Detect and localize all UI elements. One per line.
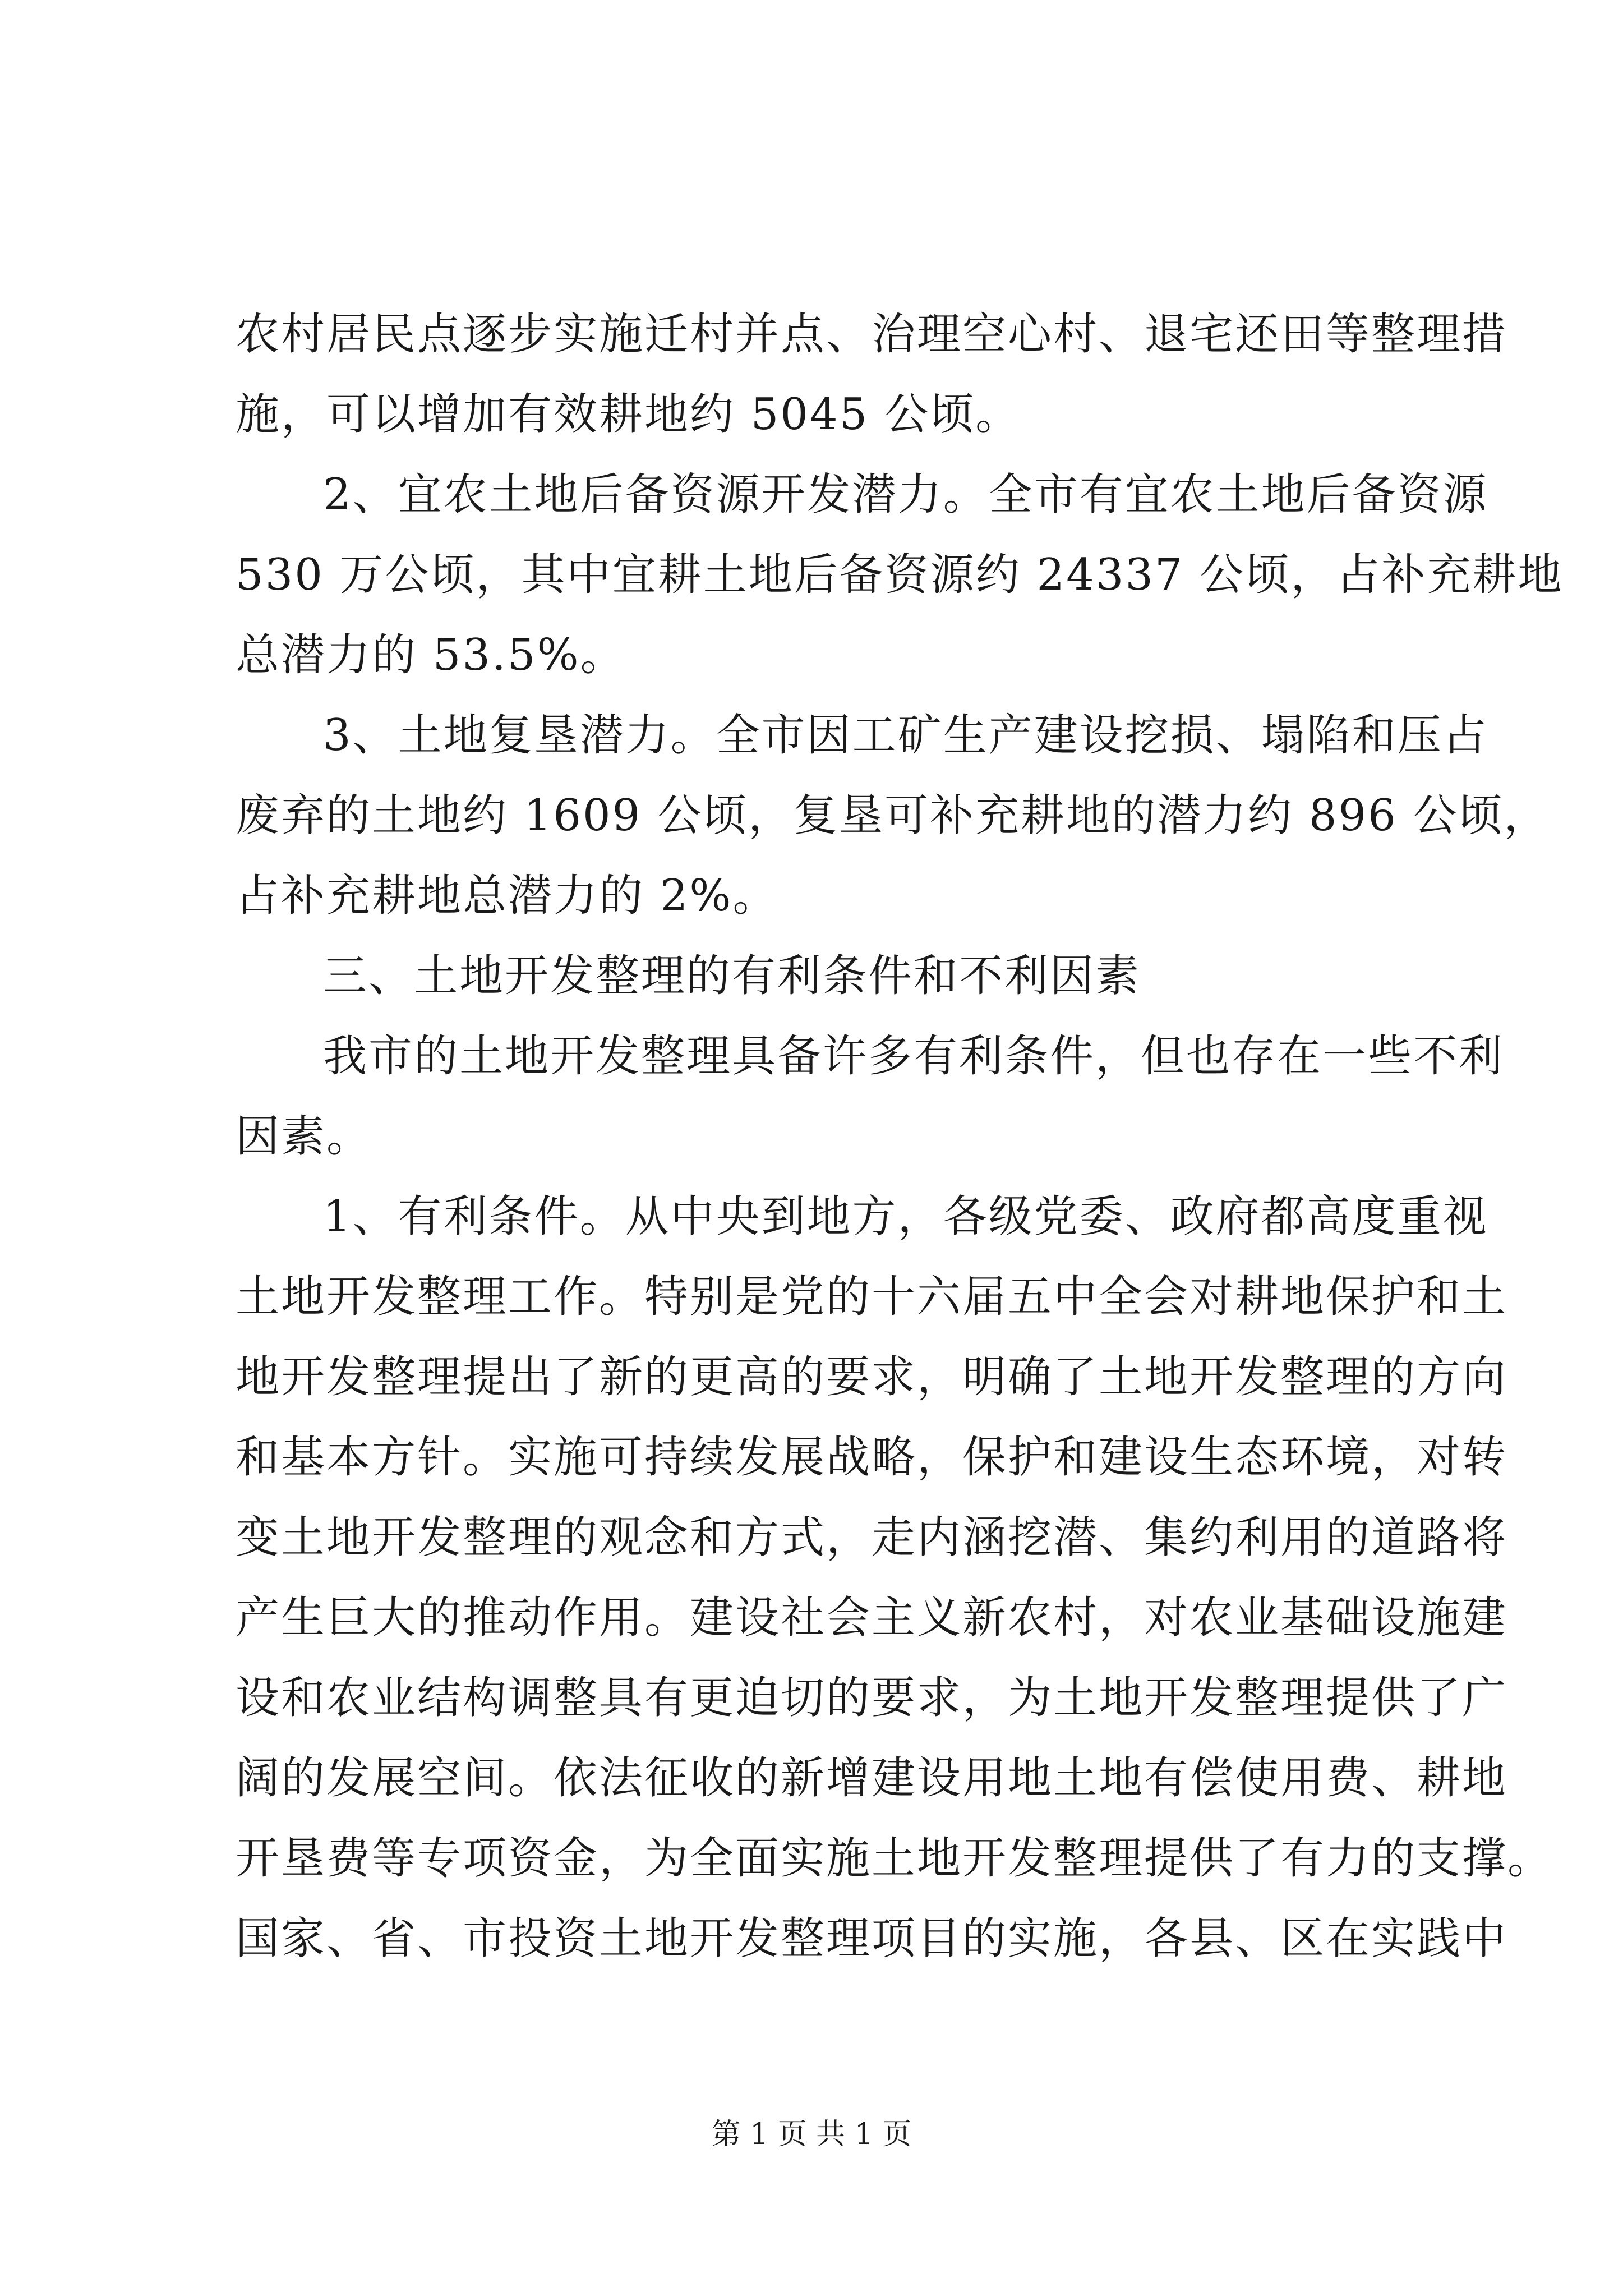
- text-line: 国家、省、市投资土地开发整理项目的实施，各县、区在实践中: [236, 1913, 1508, 1964]
- text-line: 施，可以增加有效耕地约 5045 公顷。: [236, 389, 1021, 440]
- text-line: 阔的发展空间。依法征收的新增建设用地土地有偿使用费、耕地: [236, 1753, 1508, 1803]
- paragraph-start-line: 1、有利条件。从中央到地方，各级党委、政府都高度重视: [323, 1191, 1488, 1242]
- section-heading: 三、土地开发整理的有利条件和不利因素: [323, 951, 1141, 1001]
- text-line: 地开发整理提出了新的更高的要求，明确了土地开发整理的方向: [236, 1352, 1508, 1402]
- document-body: [236, 295, 1564, 1979]
- text-line: 产生巨大的推动作用。建设社会主义新农村，对农业基础设施建: [236, 1593, 1508, 1643]
- text-line: 占补充耕地总潜力的 2%。: [236, 871, 778, 921]
- text-line: 开垦费等专项资金，为全面实施土地开发整理提供了有力的支撑。: [236, 1833, 1553, 1884]
- page-number-footer: 第 1 页 共 1 页: [711, 2118, 912, 2151]
- text-line: 530 万公顷，其中宜耕土地后备资源约 24337 公顷，占补充耕地: [236, 550, 1564, 600]
- text-line: 设和农业结构调整具有更迫切的要求，为土地开发整理提供了广: [236, 1673, 1508, 1723]
- text-line: 变土地开发整理的观念和方式，走内涵挖潜、集约利用的道路将: [236, 1512, 1508, 1563]
- paragraph-start-line: 2、宜农土地后备资源开发潜力。全市有宜农土地后备资源: [323, 470, 1488, 520]
- text-line: 因素。: [236, 1111, 372, 1162]
- text-line: 废弃的土地约 1609 公顷，复垦可补充耕地的潜力约 896 公顷，: [236, 790, 1550, 841]
- text-line: 农村居民点逐步实施迁村并点、治理空心村、退宅还田等整理措: [236, 309, 1508, 360]
- paragraph-start-line: 3、土地复垦潜力。全市因工矿生产建设挖损、塌陷和压占: [323, 710, 1488, 761]
- text-line: 和基本方针。实施可持续发展战略，保护和建设生态环境，对转: [236, 1432, 1508, 1483]
- text-line: 土地开发整理工作。特别是党的十六届五中全会对耕地保护和土: [236, 1272, 1508, 1322]
- paragraph-start-line: 我市的土地开发整理具备许多有利条件，但也存在一些不利: [323, 1031, 1505, 1082]
- text-line: 总潜力的 53.5%。: [236, 630, 626, 680]
